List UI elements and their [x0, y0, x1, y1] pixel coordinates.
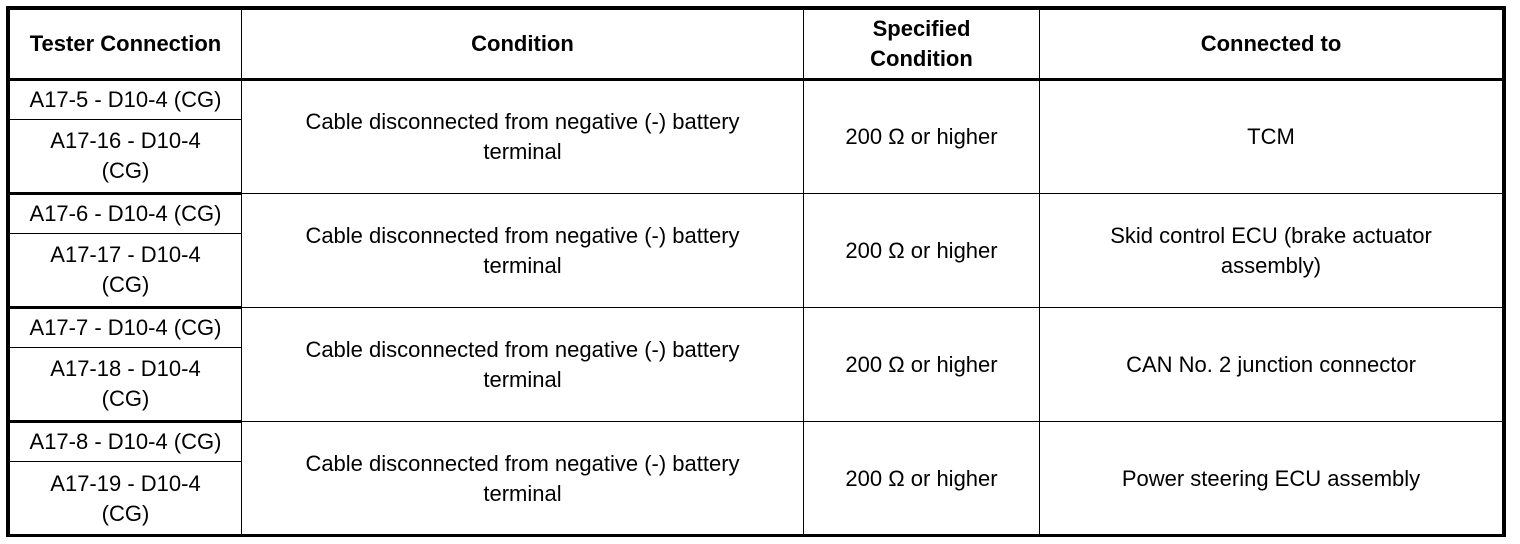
connected-to-cell: Power steering ECU assembly	[1040, 422, 1503, 536]
connected-to-cell: Skid control ECU (brake actuator assembly)	[1040, 194, 1503, 308]
specified-condition-cell: 200 Ω or higher	[804, 194, 1040, 308]
tester-connection-cell: A17-6 - D10-4 (CG)	[10, 194, 242, 234]
tester-connection-cell: A17-17 - D10-4 (CG)	[10, 234, 242, 308]
condition-cell: Cable disconnected from negative (-) battery terminal	[242, 422, 804, 536]
condition-cell: Cable disconnected from negative (-) battery terminal	[242, 80, 804, 194]
header-condition: Condition	[242, 10, 804, 80]
header-tester-connection: Tester Connection	[10, 10, 242, 80]
table-row	[10, 194, 1503, 234]
tester-connection-cell: A17-19 - D10-4 (CG)	[10, 462, 242, 536]
connected-to-cell: CAN No. 2 junction connector	[1040, 308, 1503, 422]
tester-connection-cell: A17-5 - D10-4 (CG)	[10, 80, 242, 120]
tester-connection-cell: A17-16 - D10-4 (CG)	[10, 120, 242, 194]
specified-condition-cell: 200 Ω or higher	[804, 308, 1040, 422]
header-specified-condition: Specified Condition	[804, 10, 1040, 80]
table-row	[10, 80, 1503, 120]
condition-cell: Cable disconnected from negative (-) battery terminal	[242, 194, 804, 308]
resistance-table	[9, 9, 1503, 536]
connected-to-cell: TCM	[1040, 80, 1503, 194]
table-row	[10, 308, 1503, 348]
condition-cell: Cable disconnected from negative (-) battery terminal	[242, 308, 804, 422]
tester-connection-cell: A17-8 - D10-4 (CG)	[10, 422, 242, 462]
tester-connection-cell: A17-18 - D10-4 (CG)	[10, 348, 242, 422]
table-row	[10, 422, 1503, 462]
header-connected-to: Connected to	[1040, 10, 1503, 80]
tester-connection-cell: A17-7 - D10-4 (CG)	[10, 308, 242, 348]
resistance-check-table	[6, 6, 1506, 537]
specified-condition-cell: 200 Ω or higher	[804, 422, 1040, 536]
specified-condition-cell: 200 Ω or higher	[804, 80, 1040, 194]
header-row	[10, 10, 1503, 80]
